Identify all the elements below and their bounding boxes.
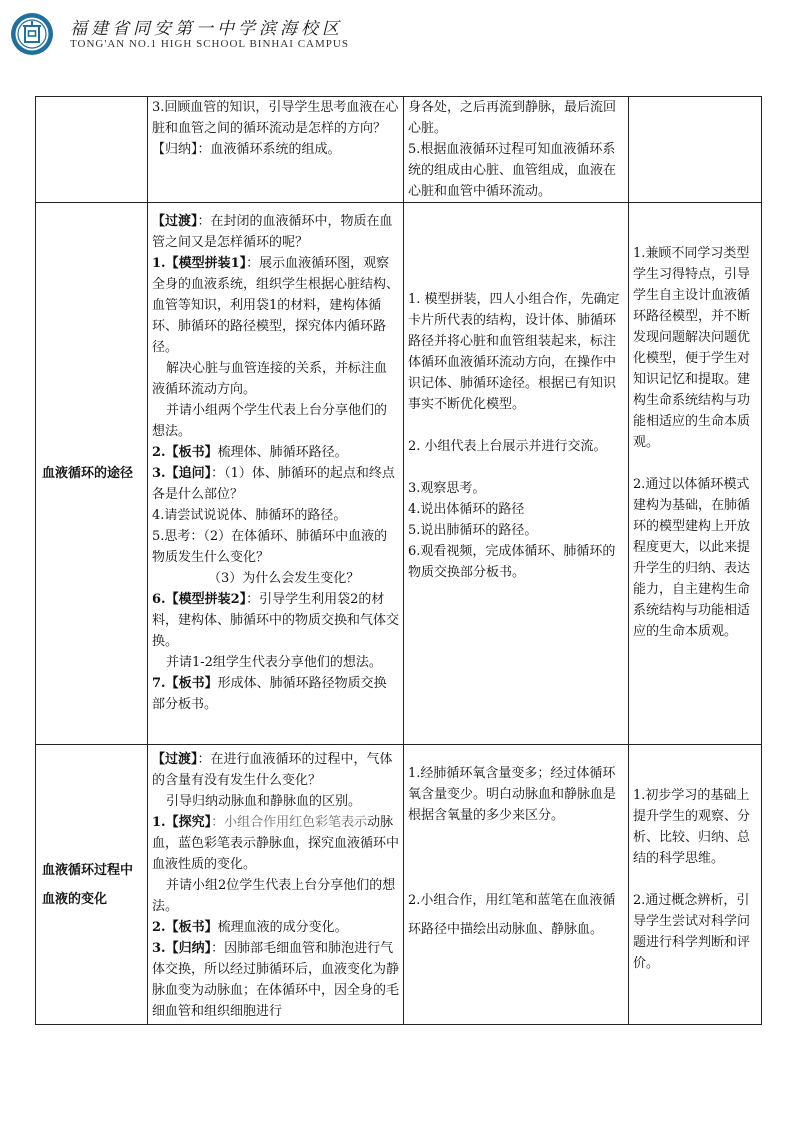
school-name-en: TONG'AN NO.1 HIGH SCHOOL BINHAI CAMPUS	[70, 38, 349, 50]
student-step: 4.说出体循环的路径	[408, 502, 525, 517]
teacher-step: 6.【模型拼装2】：引导学生利用袋2的材料，建构体、肺循环中的物质交换和气体交换。	[152, 592, 400, 649]
student-activity-cell	[404, 745, 629, 1025]
table-row	[36, 745, 762, 1025]
table-row	[36, 203, 762, 745]
student-text: 5.根据血液循环过程可知血液循环系统的组成由心脏、血管组成，血液在心脏和血管中循环流动。	[408, 142, 617, 199]
intent-text: 2.通过概念辨析，引导学生尝试对科学问题进行科学判断和评价。	[633, 893, 751, 971]
teacher-step: 5.思考：（2）在体循环、肺循环中血液的物质发生什么变化？	[152, 529, 388, 565]
stage-cell	[36, 203, 148, 745]
teacher-step: 2.【板书】梳理血液的成分变化。	[152, 920, 348, 935]
teacher-step: 引导归纳动脉血和静脉血的区别。	[166, 794, 362, 809]
stage-title: 血液循环过程中血液的变化	[42, 862, 134, 907]
student-step: 6.观看视频，完成体循环、肺循环的物质交换部分板书。	[408, 544, 616, 580]
student-activity-cell	[404, 203, 629, 745]
teacher-activity-cell	[148, 203, 404, 745]
teacher-step: 2.【板书】梳理体、肺循环路径。	[152, 445, 348, 460]
stage-cell	[36, 745, 148, 1025]
teacher-step: 并请小组两个学生代表上台分享他们的想法。	[152, 403, 388, 439]
teacher-step: 并请1-2组学生代表分享他们的想法。	[166, 655, 382, 670]
design-intent-cell	[629, 203, 762, 745]
teacher-activity-cell	[148, 97, 404, 203]
teacher-step: 【过渡】：在封闭的血液循环中，物质在血管之间又是怎样循环的呢？	[152, 214, 393, 250]
student-activity-cell	[404, 97, 629, 203]
teacher-step: （3）为什么会发生变化？	[208, 571, 360, 586]
teacher-step: 1.【模型拼装1】：展示血液循环图，观察全身的血液系统，组织学生根据心脏结构、血管等知识，利用袋1的材料，建构体循环、肺循环的路径模型，探究体内循环路径。	[152, 256, 400, 355]
stage-cell	[36, 97, 148, 203]
teacher-text: 3.回顾血管的知识，引导学生思考血液在心脏和血管之间的循环流动是怎样的方向？	[152, 100, 399, 136]
student-step: 2.小组合作，用红笔和蓝笔在血液循环路径中描绘出动脉血、静脉血。	[408, 893, 616, 937]
teacher-step: 【过渡】：在进行血液循环的过程中，气体的含量有没有发生什么变化？	[152, 752, 393, 788]
teacher-step: 4.请尝试说说体、肺循环的路径。	[152, 508, 347, 523]
teacher-step: 3.【归纳】：因肺部毛细血管和肺泡进行气体交换，所以经过肺循环后，血液变化为静脉血变为动脉血；在体循环中，因全身的毛细血管和组织细胞进行	[152, 941, 400, 1019]
teacher-step: 3.【追问】：（1）体、肺循环的起点和终点各是什么部位？	[152, 466, 395, 502]
teacher-summary: 【归纳】：血液循环系统的组成。	[152, 142, 341, 157]
student-step: 1. 模型拼装，四人小组合作，先确定卡片所代表的结构，设计体、肺循环路径并将心脏和血管组装起来，标注体循环血液循环流动方向，在操作中识记体、肺循环途径。根据已有知识事实不断优化模型。	[408, 292, 620, 412]
school-name-cn: 福建省同安第一中学滨海校区	[70, 19, 343, 39]
table-row	[36, 97, 762, 203]
teacher-step: 7.【板书】形成体、肺循环路径物质交换部分板书。	[152, 676, 387, 712]
stage-title: 血液循环的途径	[42, 466, 134, 481]
school-seal-logo-icon	[10, 12, 54, 56]
intent-text: 1.初步学习的基础上提升学生的观察、分析、比较、归纳、总结的科学思维。	[633, 788, 751, 866]
student-step: 2. 小组代表上台展示并进行交流。	[408, 439, 607, 454]
design-intent-cell	[629, 97, 762, 203]
teacher-activity-cell	[148, 745, 404, 1025]
intent-text: 1.兼顾不同学习类型学生习得特点，引导学生自主设计血液循环路径模型，并不断发现问题解决问题优化模型，便于学生对知识记忆和提取。建构生命系统结构与功能相适应的生命本质观。	[633, 246, 751, 450]
student-step: 1.经肺循环氧含量变多；经过体循环氧含量变少。明白动脉血和静脉血是根据含氧量的多少来区分。	[408, 766, 617, 823]
student-step: 5.说出肺循环的路径。	[408, 523, 538, 538]
lesson-plan-table	[35, 96, 762, 1025]
intent-text: 2.通过以体循环模式建构为基础，在肺循环的模型建构上开放程度更大，以此来提升学生的归纳、表达能力，自主建构生命系统结构与功能相适应的生命本质观。	[633, 477, 751, 639]
teacher-step: 解决心脏与血管连接的关系，并标注血液循环流动方向。	[152, 361, 388, 397]
teacher-step: 并请小组2位学生代表上台分享他们的想法。	[152, 878, 396, 914]
student-step: 3.观察思考。	[408, 481, 486, 496]
teacher-step: 1.【探究】：小组合作用红色彩笔表示动脉血，蓝色彩笔表示静脉血，探究血液循环中血液性质的变化。	[152, 815, 400, 872]
student-text: 身各处，之后再流到静脉，最后流回心脏。	[408, 100, 617, 136]
design-intent-cell	[629, 745, 762, 1025]
page-header	[10, 12, 430, 58]
